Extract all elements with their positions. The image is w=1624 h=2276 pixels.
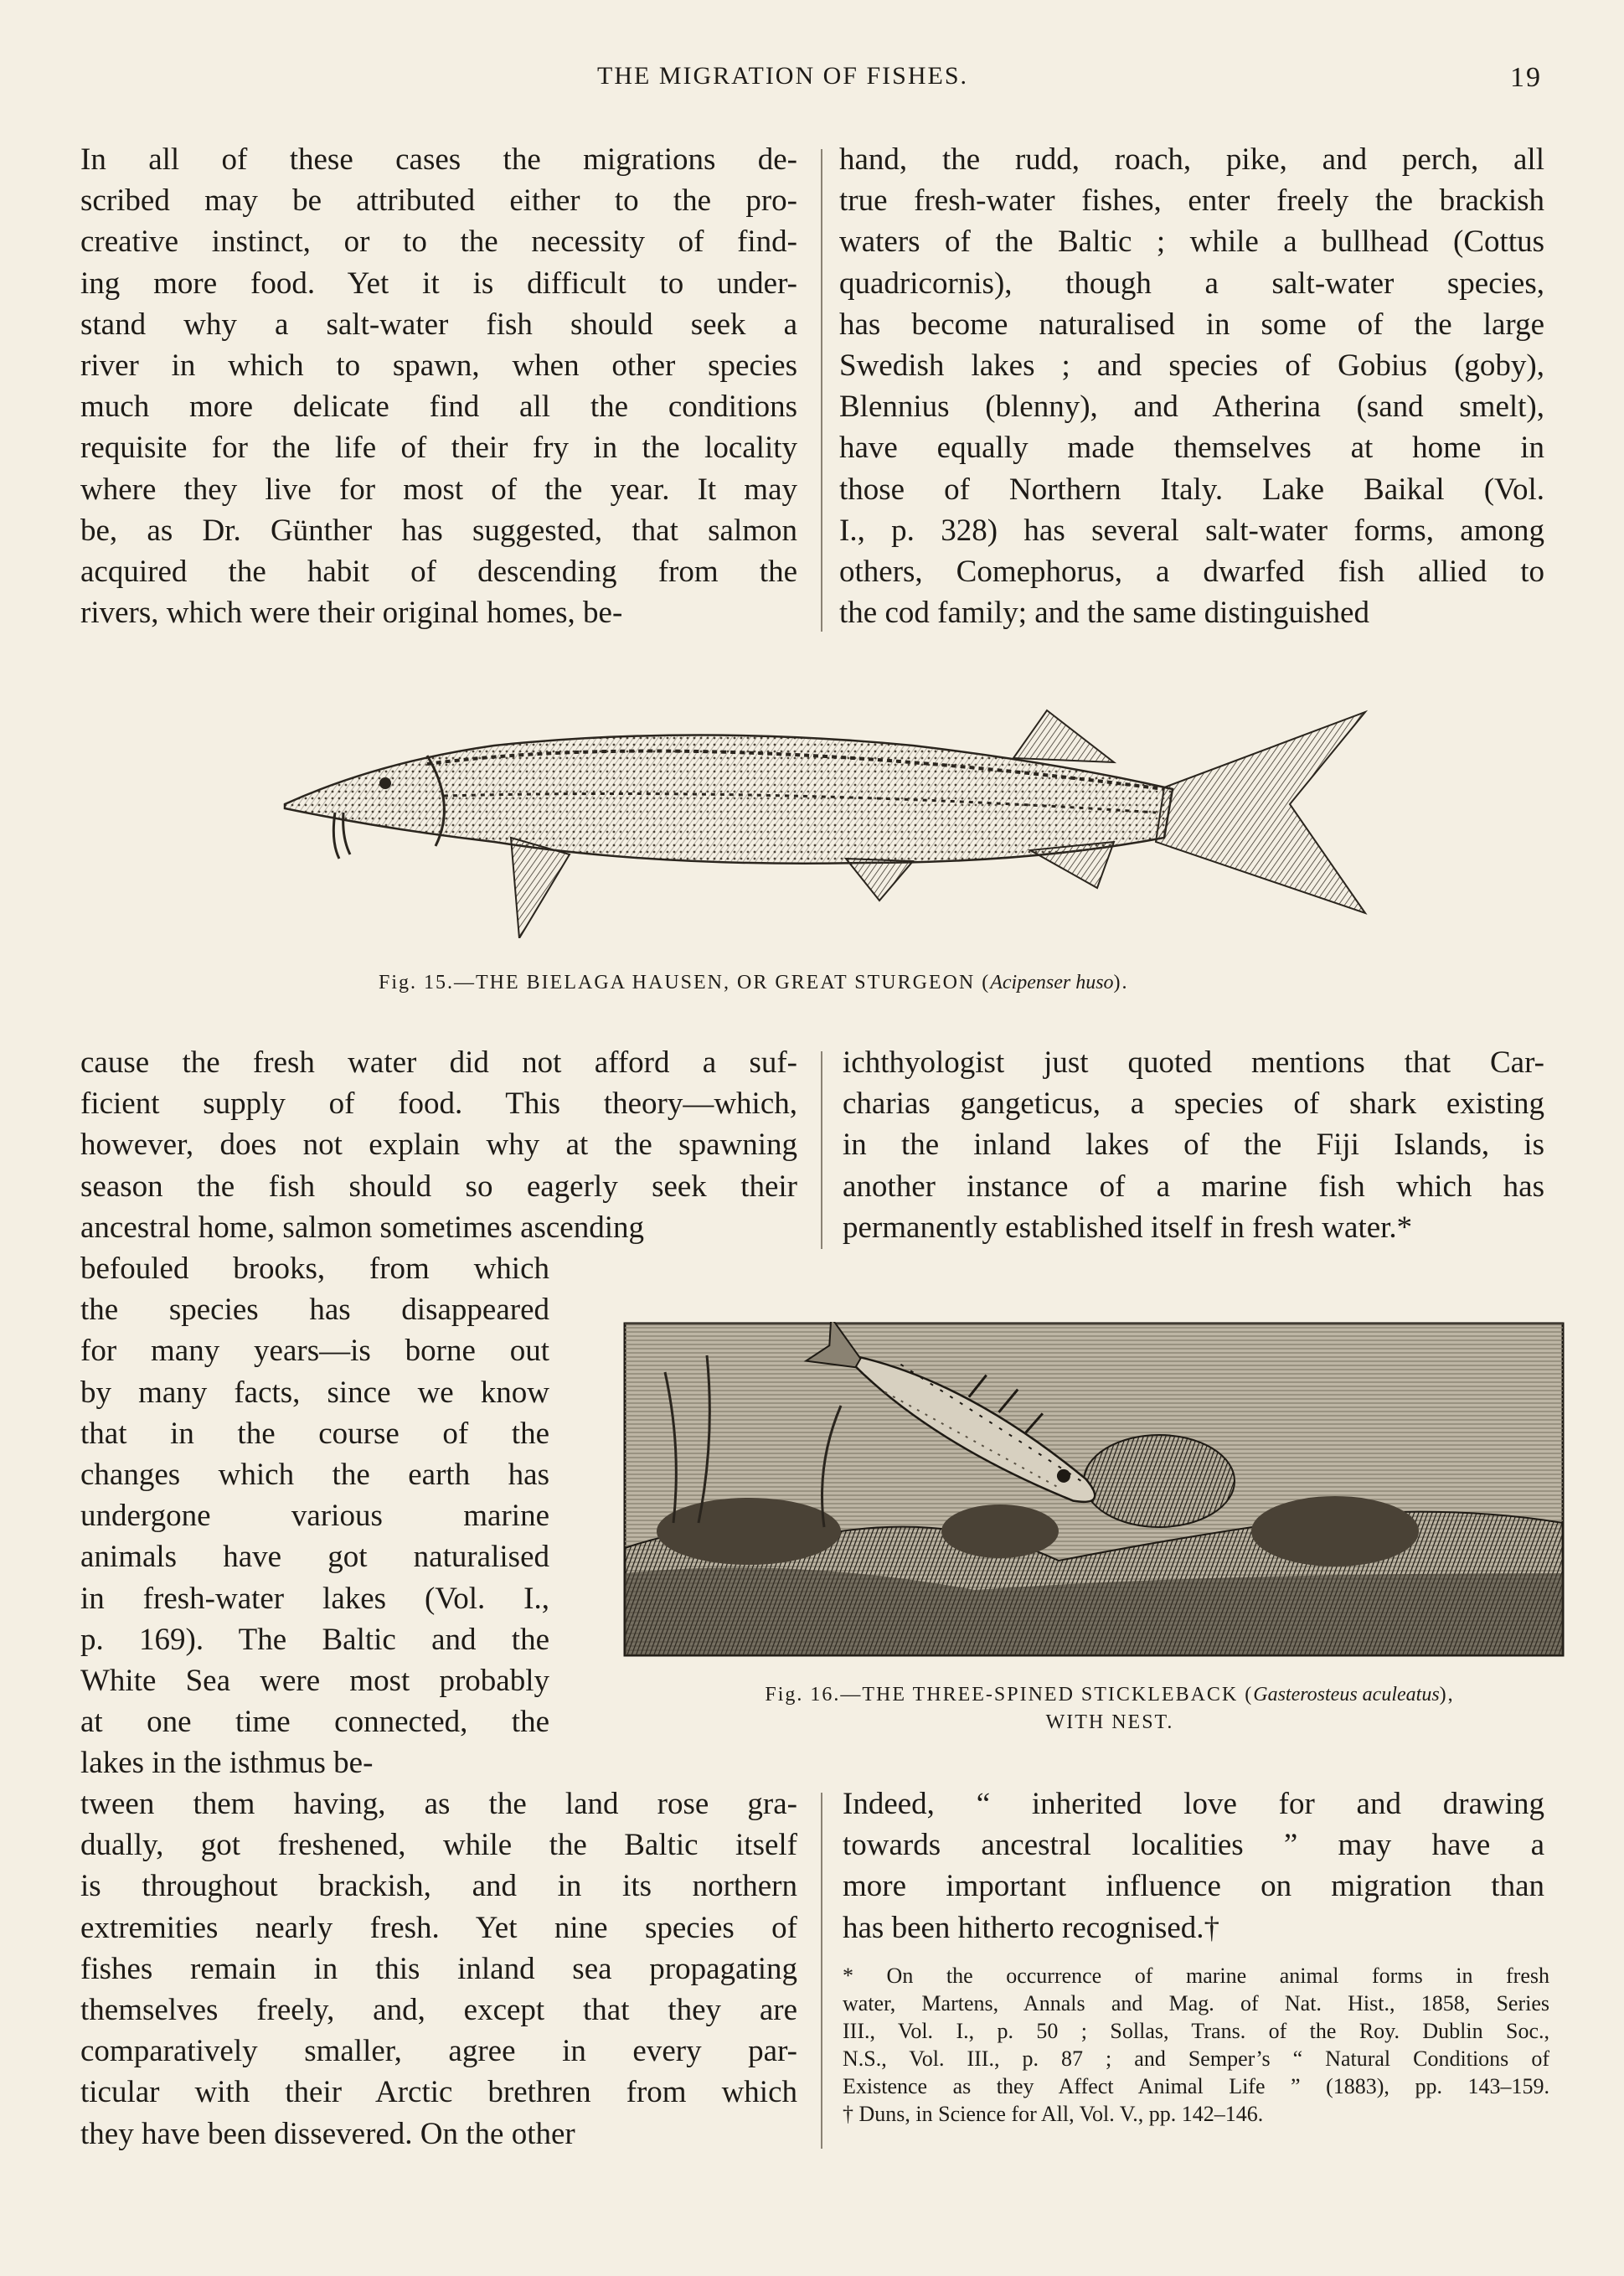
text-line: lakes in the isthmus be-: [80, 1746, 374, 1781]
sturgeon-illustration: [276, 695, 1374, 938]
text-line: waters of the Baltic ; while a bullhead (Cottus: [839, 225, 1544, 260]
text-line: dually, got freshened, while the Baltic itself: [80, 1828, 797, 1863]
text-line: river in which to spawn, when other species: [80, 348, 797, 384]
text-line: comparatively smaller, agree in every par-: [80, 2034, 797, 2069]
text-line: permanently established itself in fresh water.*: [843, 1210, 1413, 1245]
text-line: another instance of a marine fish which has: [843, 1169, 1544, 1204]
text-line: themselves freely, and, except that they are: [80, 1993, 797, 2028]
text-line: that in the course of the: [80, 1416, 549, 1451]
text-line: Swedish lakes ; and species of Gobius (goby),: [839, 348, 1544, 384]
text-line: rivers, which were their original homes, be-: [80, 596, 623, 631]
text-line: cause the fresh water did not afford a suf-: [80, 1045, 797, 1080]
text-line: fishes remain in this inland sea propagating: [80, 1951, 797, 1986]
text-line: requisite for the life of their fry in the locality: [80, 431, 797, 466]
text-line: have equally made themselves at home in: [839, 431, 1544, 466]
text-line: White Sea were most probably: [80, 1664, 549, 1699]
text-line: extremities nearly fresh. Yet nine species of: [80, 1910, 797, 1945]
page-number: 19: [1510, 62, 1542, 93]
text-line: however, does not explain why at the spawning: [80, 1128, 797, 1163]
text-line: quadricornis), though a salt-water species,: [839, 266, 1544, 301]
text-line: * On the occurrence of marine animal forms in fresh: [843, 1964, 1549, 1988]
text-line: those of Northern Italy. Lake Baikal (Vol.: [839, 472, 1544, 507]
text-column-middle-right: [843, 1042, 1544, 1248]
text-line: befouled brooks, from which: [80, 1252, 549, 1286]
text-line: has been hitherto recognised.†: [843, 1910, 1220, 1945]
figure-15-caption: Fig. 15.—THE BIELAGA HAUSEN, OR GREAT STURGEON (Acipenser huso).: [379, 972, 1129, 993]
text-line: by many facts, since we know: [80, 1375, 549, 1410]
text-line: ticular with their Arctic brethren from which: [80, 2075, 797, 2110]
text-line: scribed may be attributed either to the pro-: [80, 183, 797, 219]
text-line: animals have got naturalised: [80, 1540, 549, 1575]
text-line: towards ancestral localities ” may have a: [843, 1828, 1544, 1863]
text-line: much more delicate find all the conditions: [80, 390, 797, 425]
text-column-top-left: [80, 139, 797, 633]
text-line: ichthyologist just quoted mentions that Car-: [843, 1045, 1544, 1080]
text-line: Blennius (blenny), and Atherina (sand smelt),: [839, 390, 1544, 425]
text-line: in the inland lakes of the Fiji Islands, is: [843, 1128, 1544, 1163]
text-line: ficient supply of food. This theory—which,: [80, 1086, 797, 1122]
text-line: has become naturalised in some of the large: [839, 307, 1544, 342]
text-line: more important influence on migration than: [843, 1869, 1544, 1904]
text-line: creative instinct, or to the necessity of find-: [80, 225, 797, 260]
text-line: hand, the rudd, roach, pike, and perch, all: [839, 142, 1544, 177]
text-line: the cod family; and the same distinguished: [839, 596, 1369, 631]
text-line: charias gangeticus, a species of shark existing: [843, 1086, 1544, 1122]
text-line: Existence as they Affect Animal Life ” (1883), pp. 143–159.: [843, 2074, 1549, 2098]
text-line: changes which the earth has: [80, 1458, 549, 1493]
text-line: ancestral home, salmon sometimes ascending: [80, 1210, 645, 1245]
text-line: season the fish should so eagerly seek their: [80, 1169, 797, 1204]
text-line: be, as Dr. Günther has suggested, that salmon: [80, 513, 797, 548]
text-column-bottom-left: [80, 1783, 797, 2155]
text-line: III., Vol. I., p. 50 ; Sollas, Trans. of the Roy. Dublin Soc.,: [843, 2019, 1549, 2043]
text-line: water, Martens, Annals and Mag. of Nat. Hist., 1858, Series: [843, 1991, 1549, 2015]
column-rule: [821, 149, 822, 632]
footnotes: [843, 1962, 1549, 2128]
text-line: true fresh-water fishes, enter freely the brackish: [839, 183, 1544, 219]
column-rule: [821, 1793, 822, 2149]
text-line: in fresh-water lakes (Vol. I.,: [80, 1581, 549, 1616]
text-line: undergone various marine: [80, 1499, 549, 1534]
text-line: ing more food. Yet it is difficult to under-: [80, 266, 797, 301]
text-line: for many years—is borne out: [80, 1334, 549, 1369]
text-line: † Duns, in Science for All, Vol. V., pp. 142–146.: [843, 2102, 1264, 2126]
text-line: others, Comephorus, a dwarfed fish allied to: [839, 555, 1544, 590]
stickleback-illustration: [623, 1322, 1565, 1657]
text-line: p. 169). The Baltic and the: [80, 1622, 549, 1657]
text-column-bottom-right: [843, 1783, 1544, 1948]
text-column-narrow-left: [80, 1248, 549, 1784]
text-column-top-right: [839, 139, 1544, 633]
text-line: I., p. 328) has several salt-water forms, among: [839, 513, 1544, 548]
text-column-middle-left: [80, 1042, 797, 1248]
figure-15-scientific-name: Acipenser huso: [990, 972, 1114, 993]
figure-16-scientific-name: Gasterosteus aculeatus: [1253, 1684, 1440, 1706]
text-line: stand why a salt-water fish should seek a: [80, 307, 797, 342]
text-line: at one time connected, the: [80, 1705, 549, 1740]
text-line: Indeed, “ inherited love for and drawing: [843, 1787, 1544, 1821]
column-rule: [821, 1051, 822, 1249]
text-line: N.S., Vol. III., p. 87 ; and Semper’s “ Natural Conditions of: [843, 2046, 1549, 2071]
text-line: In all of these cases the migrations de-: [80, 142, 797, 177]
figure-16-caption: Fig. 16.—THE THREE-SPINED STICKLEBACK (Gasterosteus aculeatus), WITH NEST.: [765, 1684, 1455, 1733]
text-line: tween them having, as the land rose gra-: [80, 1787, 797, 1821]
text-line: they have been dissevered. On the other: [80, 2116, 575, 2151]
text-line: the species has disappeared: [80, 1293, 549, 1328]
text-line: acquired the habit of descending from the: [80, 555, 797, 590]
text-line: where they live for most of the year. It may: [80, 472, 797, 507]
running-title: THE MIGRATION OF FISHES.: [597, 62, 969, 90]
text-line: is throughout brackish, and in its northern: [80, 1869, 797, 1904]
